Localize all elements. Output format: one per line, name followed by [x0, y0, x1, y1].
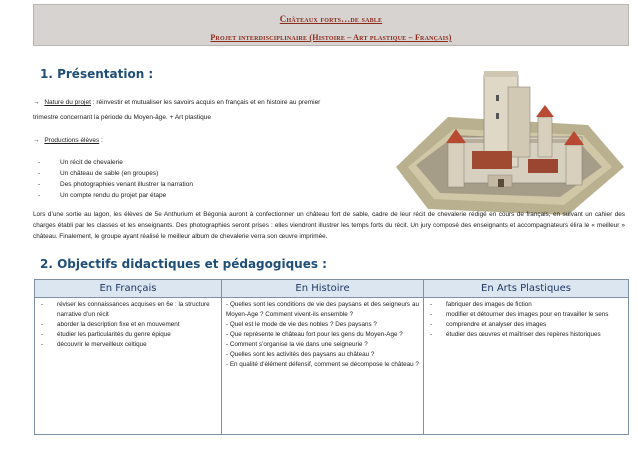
- list-item: - fabriquer des images de fiction: [430, 301, 532, 308]
- column-header-arts: En Arts Plastiques: [424, 280, 629, 298]
- list-item: - comprendre et analyser des images: [430, 321, 547, 328]
- list-item: - aborder la description fixe et en mouvement: [41, 321, 180, 328]
- list-item: - Comment s’organise la vie dans une seigneurie ?: [226, 341, 368, 348]
- right-arrow-icon: →: [33, 99, 40, 106]
- title-banner: [33, 4, 629, 46]
- column-header-francais: En Français: [35, 280, 222, 298]
- list-item: - Un récit de chevalerie: [38, 159, 123, 166]
- castle-illustration: [388, 47, 628, 217]
- section-heading-objectives: 2. Objectifs didactiques et pédagogiques :: [40, 257, 327, 271]
- list-item: - découvrir le merveilleux celtique: [41, 341, 147, 348]
- nature-text: : réinvestir et mutualiser les savoirs acquis en français et en histoire au premier: [92, 99, 321, 106]
- histoire-cell: [222, 298, 424, 435]
- objectives-table: [34, 279, 629, 435]
- francais-cell: [35, 298, 222, 435]
- document-subtitle: Projet interdisciplinaire (Histoire – Art plastique – Français): [210, 33, 452, 42]
- project-description: Lors d’une sortie au lagon, les élèves de 5e Anthurium et Bégonia auront à confectionner un château fort de sable, cadre de leur récit de chevalerie rédigé en cours de français, en suivant un cahier des charges établi par les classes et les enseignants. Des photographies seront prises : elles viendront illustrer les temps forts du récit. Un jury composé des enseignants et accompagnateurs élira le « meilleur » château. Finalement, le groupe ayant réalisé le meilleur album de chevalerie verra son œuvre imprimée.: [33, 211, 625, 240]
- table-header-row: [35, 280, 629, 298]
- list-item: - Quelles sont les activités des paysans au château ?: [226, 351, 375, 358]
- list-item: - réviser les connaissances acquises en 6e : la structure narrative d’un récit: [41, 301, 210, 318]
- list-item: - Un compte rendu du projet par étape: [38, 192, 167, 199]
- nature-label: Nature du projet: [44, 99, 91, 106]
- list-item: - Quelles sont les conditions de vie des paysans et des seigneurs au Moyen-Age ? Comment vivent-ils ensemble ?: [226, 301, 419, 318]
- nature-line: [33, 99, 393, 107]
- list-item: - Quel est le mode de vie des nobles ? Des paysans ?: [226, 321, 377, 328]
- document-title: Châteaux forts…de sable: [279, 14, 383, 24]
- list-item: - Un château de sable (en groupes): [38, 170, 159, 177]
- nature-text-continued: trimestre concernant la période du Moyen-âge. + Art plastique: [33, 114, 211, 121]
- productions-line: → Productions élèves :: [33, 137, 103, 144]
- list-item: - En qualité d’élément défensif, comment se décompose le château ?: [226, 361, 419, 368]
- list-item: - modifier et détourner des images pour en travailler le sens: [430, 311, 609, 318]
- column-header-histoire: En Histoire: [222, 280, 424, 298]
- section-heading-presentation: 1. Présentation :: [40, 67, 154, 81]
- list-item: - Que représente le château fort pour les gens du Moyen-Age ?: [226, 331, 403, 338]
- table-row: [35, 298, 629, 435]
- list-item: - étudier les particularités du genre épique: [41, 331, 171, 338]
- productions-list: [38, 157, 193, 201]
- productions-label: Productions élèves: [44, 137, 100, 144]
- list-item: - étudier des œuvres et maîtriser des repères historiques: [430, 331, 601, 338]
- arts-cell: [424, 298, 629, 435]
- right-arrow-icon: →: [33, 137, 40, 144]
- list-item: - Des photographies venant illustrer la narration: [38, 181, 193, 188]
